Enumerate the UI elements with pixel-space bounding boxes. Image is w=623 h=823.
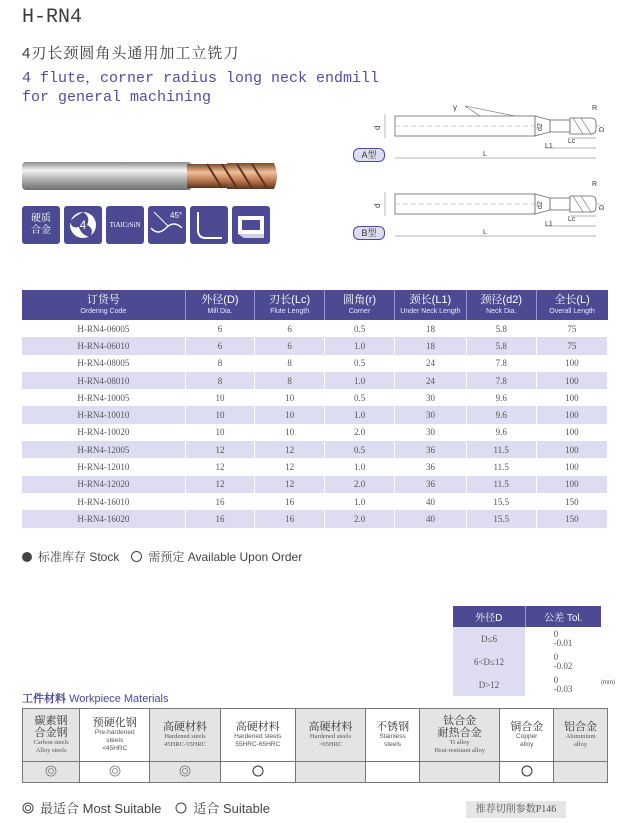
suitable-mark	[500, 762, 554, 783]
tol-col-dia: 外径D	[453, 606, 525, 627]
table-cell: H-RN4-12010	[22, 458, 185, 475]
table-cell: 36	[395, 476, 467, 493]
most-suitable-icon	[109, 765, 121, 777]
table-row	[22, 493, 608, 510]
material-col: 高硬材料 Hardened steels >65HRC	[295, 709, 365, 762]
table-cell: H-RN4-12005	[22, 441, 185, 458]
square-shank-icon	[232, 206, 270, 244]
table-cell: 150	[536, 493, 607, 510]
table-cell: 1.0	[325, 458, 395, 475]
suitable-icon	[521, 765, 533, 777]
table-cell: 6	[255, 337, 325, 354]
table-cell: 12	[185, 458, 255, 475]
tol-row: 6<D≤12 0 -0.02	[453, 650, 601, 673]
tolerance-unit: (mm)	[601, 680, 615, 686]
suitability-legend	[22, 798, 270, 817]
table-cell: 30	[395, 406, 467, 423]
table-cell: 1.0	[325, 372, 395, 389]
most-suitable-mark	[23, 762, 80, 783]
table-cell: 7.8	[466, 355, 536, 372]
table-cell: 18	[395, 337, 467, 354]
table-cell: 18	[395, 320, 467, 337]
table-cell: 10	[255, 389, 325, 406]
table-cell: 15.5	[466, 493, 536, 510]
table-cell: 100	[536, 355, 607, 372]
table-cell: 100	[536, 406, 607, 423]
table-cell: 9.6	[466, 406, 536, 423]
table-cell: 8	[255, 372, 325, 389]
svg-text:d: d	[373, 125, 382, 130]
table-cell: 16	[185, 493, 255, 510]
corner-radius-icon	[190, 206, 228, 244]
table-row	[22, 320, 608, 337]
table-cell: 1.0	[325, 493, 395, 510]
table-cell: 2.0	[325, 510, 395, 527]
most-suitable-label: 最适合 Most Suitable	[40, 801, 162, 816]
suitable-mark	[220, 762, 295, 783]
table-cell: 100	[536, 424, 607, 441]
table-cell: 8	[255, 355, 325, 372]
table-row	[22, 476, 608, 493]
col-ordering-code: 订货号 Ordering Code	[22, 290, 185, 320]
material-col: 预硬化钢 Pre-hardened steels <45HRC	[80, 709, 150, 762]
tolerance-table	[453, 606, 601, 696]
order-label: 需预定 Available Upon Order	[148, 550, 303, 564]
spec-table-header	[22, 290, 608, 320]
workpiece-table	[22, 708, 608, 783]
product-subtitle-en-line2: for general machining	[22, 89, 212, 106]
table-cell: 36	[395, 458, 467, 475]
table-cell: 0.5	[325, 320, 395, 337]
svg-text:D: D	[599, 204, 606, 210]
table-cell: H-RN4-10005	[22, 389, 185, 406]
material-col: 高硬材料 Hardened steels 55HRC-65HRC	[220, 709, 295, 762]
table-cell: 2.0	[325, 476, 395, 493]
material-col: 铜合金 Copper alloy	[500, 709, 554, 762]
material-col: 不锈钢 Stainless steels	[366, 709, 420, 762]
table-cell: 10	[185, 424, 255, 441]
carbide-material-badge: 硬质 合金	[22, 206, 60, 244]
material-col: 高硬材料 Hardened steels 45HRC-55HRC	[150, 709, 220, 762]
table-cell: 8	[185, 372, 255, 389]
table-cell: 30	[395, 389, 467, 406]
table-cell: 1.0	[325, 406, 395, 423]
svg-text:R: R	[592, 105, 598, 112]
table-cell: 11.5	[466, 458, 536, 475]
col-corner: 圆角(r) Corner	[325, 290, 395, 320]
col-flute-length: 刃长(Lc) Flute Length	[255, 290, 325, 320]
col-overall-length: 全长(L) Overall Length	[536, 290, 607, 320]
table-cell: 16	[255, 510, 325, 527]
table-cell: H-RN4-06010	[22, 337, 185, 354]
table-cell: 2.0	[325, 424, 395, 441]
most-suitable-icon	[22, 802, 34, 814]
table-cell: 6	[185, 320, 255, 337]
most-suitable-mark	[150, 762, 220, 783]
table-row	[22, 337, 608, 354]
table-cell: 1.0	[325, 337, 395, 354]
endmill-photo	[22, 158, 282, 194]
empty-mark	[295, 762, 365, 783]
svg-text:R: R	[592, 181, 598, 188]
spec-table	[22, 290, 608, 528]
table-cell: H-RN4-16020	[22, 510, 185, 527]
table-cell: 24	[395, 355, 467, 372]
table-cell: 8	[185, 355, 255, 372]
table-cell: H-RN4-16010	[22, 493, 185, 510]
table-cell: 75	[536, 337, 607, 354]
diagram-b-label: B型	[353, 226, 385, 240]
most-suitable-icon	[45, 765, 57, 777]
suitable-label: 适合 Suitable	[193, 801, 270, 816]
table-cell: 5.8	[466, 320, 536, 337]
coating-icon: TiAlCrSiN	[106, 206, 144, 244]
table-cell: 9.6	[466, 424, 536, 441]
product-model-title: H-RN4	[22, 6, 83, 29]
table-cell: 11.5	[466, 441, 536, 458]
col-neck-dia: 颈径(d2) Neck Dia.	[466, 290, 536, 320]
table-cell: 100	[536, 476, 607, 493]
table-cell: H-RN4-10010	[22, 406, 185, 423]
four-flute-icon	[64, 206, 102, 244]
table-cell: 5.8	[466, 337, 536, 354]
svg-text:Lc: Lc	[568, 216, 576, 223]
table-cell: 6	[185, 337, 255, 354]
table-row	[22, 510, 608, 527]
table-row	[22, 441, 608, 458]
table-cell: 24	[395, 372, 467, 389]
table-cell: 100	[536, 458, 607, 475]
svg-text:L: L	[483, 151, 487, 158]
svg-text:Lc: Lc	[568, 138, 576, 145]
cutting-parameters-ref[interactable]: 推荐切削参数P146	[466, 801, 566, 818]
table-cell: 100	[536, 372, 607, 389]
table-cell: 36	[395, 441, 467, 458]
table-row	[22, 458, 608, 475]
table-cell: 100	[536, 441, 607, 458]
svg-text:4: 4	[79, 218, 87, 232]
table-cell: 16	[185, 510, 255, 527]
table-cell: H-RN4-08005	[22, 355, 185, 372]
most-suitable-mark	[80, 762, 150, 783]
table-cell: 11.5	[466, 476, 536, 493]
product-subtitle-en-line1: 4 flute，corner radius long neck endmill	[22, 70, 380, 87]
material-col: 碳素钢 合金钢 Carbon steels Alloy steels	[23, 709, 80, 762]
tol-col-tol: 公差 Tol.	[525, 606, 601, 627]
material-col: 铝合金 Aluminium alloy	[554, 709, 608, 762]
svg-text:L1: L1	[545, 221, 553, 228]
suitable-icon	[252, 765, 264, 777]
table-cell: 10	[185, 406, 255, 423]
table-cell: 12	[255, 458, 325, 475]
table-row	[22, 424, 608, 441]
svg-text:45°: 45°	[170, 211, 183, 220]
table-cell: H-RN4-08010	[22, 372, 185, 389]
table-cell: 75	[536, 320, 607, 337]
table-cell: 10	[255, 424, 325, 441]
product-subtitle-cn: 4刃长颈圆角头通用加工立铣刀	[22, 45, 240, 62]
table-cell: 40	[395, 510, 467, 527]
suitable-icon	[175, 802, 187, 814]
diagram-type-b	[355, 176, 615, 246]
table-cell: 150	[536, 510, 607, 527]
empty-mark	[419, 762, 499, 783]
empty-mark	[366, 762, 420, 783]
diagram-type-a	[355, 98, 615, 168]
table-cell: 12	[255, 476, 325, 493]
svg-text:D: D	[599, 126, 606, 132]
workpiece-title: 工件材料 Workpiece Materials	[22, 693, 169, 705]
table-cell: 15.5	[466, 510, 536, 527]
stock-dot-icon	[22, 552, 32, 562]
material-col: 钛合金 耐热合金 Ti alloy Heat-resistant alloy	[419, 709, 499, 762]
table-cell: H-RN4-12020	[22, 476, 185, 493]
empty-mark	[554, 762, 608, 783]
helix-angle-icon	[148, 206, 186, 244]
table-cell: 30	[395, 424, 467, 441]
table-cell: 6	[255, 320, 325, 337]
col-mill-dia: 外径(D) Mill Dia.	[185, 290, 255, 320]
table-row	[22, 372, 608, 389]
tol-row: D>12 0 -0.03	[453, 673, 601, 696]
stock-label: 标准库存 Stock	[38, 550, 120, 564]
table-cell: 10	[185, 389, 255, 406]
table-row	[22, 389, 608, 406]
table-cell: 9.6	[466, 389, 536, 406]
svg-text:d2: d2	[537, 201, 544, 209]
table-row	[22, 355, 608, 372]
svg-text:γ: γ	[453, 103, 457, 112]
most-suitable-icon	[179, 765, 191, 777]
table-cell: 12	[185, 476, 255, 493]
svg-text:L: L	[483, 229, 487, 236]
stock-legend	[22, 548, 302, 565]
table-cell: 10	[255, 406, 325, 423]
svg-text:d2: d2	[537, 123, 544, 131]
table-cell: 12	[185, 441, 255, 458]
col-under-neck-length: 颈长(L1) Under Neck Length	[395, 290, 467, 320]
table-row	[22, 406, 608, 423]
table-cell: 7.8	[466, 372, 536, 389]
table-cell: 0.5	[325, 441, 395, 458]
diagram-a-label: A型	[353, 148, 385, 162]
svg-text:L1: L1	[545, 143, 553, 150]
tol-row: D≤6 0 -0.01	[453, 627, 601, 650]
table-cell: 16	[255, 493, 325, 510]
table-cell: 100	[536, 389, 607, 406]
order-circle-icon	[131, 551, 142, 562]
table-cell: 0.5	[325, 355, 395, 372]
table-cell: 40	[395, 493, 467, 510]
table-cell: H-RN4-10020	[22, 424, 185, 441]
table-cell: 0.5	[325, 389, 395, 406]
table-cell: 12	[255, 441, 325, 458]
table-cell: H-RN4-06005	[22, 320, 185, 337]
svg-text:d: d	[373, 203, 382, 208]
